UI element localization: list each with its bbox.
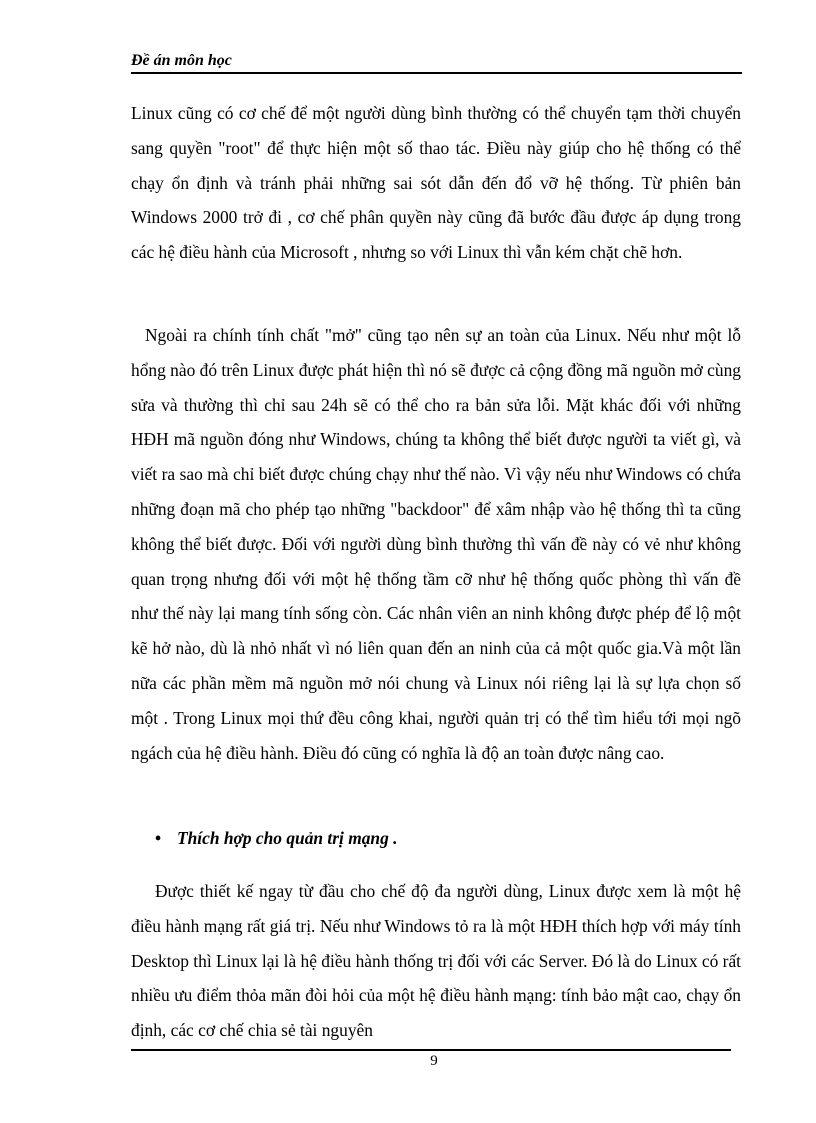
paragraph-open-source-security	[131, 318, 741, 770]
paragraph-text: Ngoài ra chính tính chất "mở" cũng tạo nên sự an toàn của Linux. Nếu như một lỗ hổng nào đó trên Linux được phát hiện thì nó sẽ được cả cộng đồng mã nguồn mở cùng sửa và thường thì chỉ sau 24h sẽ có thể cho ra bản sửa lỗi. Mặt khác đối với những HĐH mã nguồn đóng như Windows, chúng ta không thể biết được người ta viết gì, và viết ra sao mà chỉ biết được chúng chạy như thế nào. Vì vậy nếu như Windows có chứa những đoạn mã cho phép tạo những "backdoor" để xâm nhập vào hệ thống thì ta cũng không thể biết được. Đối với người dùng bình thường thì vấn đề này có vẻ như không quan trọng nhưng đối với một hệ thống tầm cỡ như hệ thống quốc phòng thì vấn đề như thế này lại mang tính sống còn. Các nhân viên an ninh không được phép để lộ một kẽ hở nào, dù là nhỏ nhất vì nó liên quan đến an ninh của cả một quốc gia.Và một lần nữa các phần mềm mã nguồn mở nói chung và Linux nói riêng lại là sự lựa chọn số một . Trong Linux mọi thứ đều công khai, người quản trị có thể tìm hiểu tới mọi ngõ ngách của hệ điều hành. Điều đó cũng có nghĩa là độ an toàn được nâng cao.	[131, 325, 741, 763]
paragraph-text: Được thiết kế ngay từ đầu cho chế độ đa người dùng, Linux được xem là một hệ điều hành mạng rất giá trị. Nếu như Windows tỏ ra là một HĐH thích hợp với máy tính Desktop thì Linux lại là hệ điều hành thống trị đối với các Server. Đó là do Linux có rất nhiều ưu điểm thỏa mãn đòi hỏi của một hệ điều hành mạng: tính bảo mật cao, chạy ổn định, các cơ chế chia sẻ tài nguyên	[131, 881, 741, 1041]
paragraph-text: Linux cũng có cơ chế để một người dùng bình thường có thể chuyển tạm thời chuyển sang quyền "root" để thực hiện một số thao tác. Điều này giúp cho hệ thống có thể chạy ổn định và tránh phải những sai sót dẫn đến đổ vỡ hệ thống. Từ phiên bản Windows 2000 trở đi , cơ chế phân quyền này cũng đã bước đầu được áp dụng trong các hệ điều hành của Microsoft , nhưng so với Linux thì vẫn kém chặt chẽ hơn.	[131, 103, 741, 263]
bullet-heading-text: Thích hợp cho quản trị mạng .	[177, 828, 398, 848]
bullet-icon: •	[155, 828, 162, 848]
paragraph-network-admin	[131, 874, 741, 1048]
footer-divider	[131, 1049, 731, 1051]
page-number: 9	[430, 1053, 438, 1069]
paragraph-root-privileges	[131, 96, 741, 270]
section-bullet-heading	[155, 823, 398, 853]
page-header-title: Đề án môn học	[131, 52, 232, 69]
header-divider	[131, 72, 742, 74]
